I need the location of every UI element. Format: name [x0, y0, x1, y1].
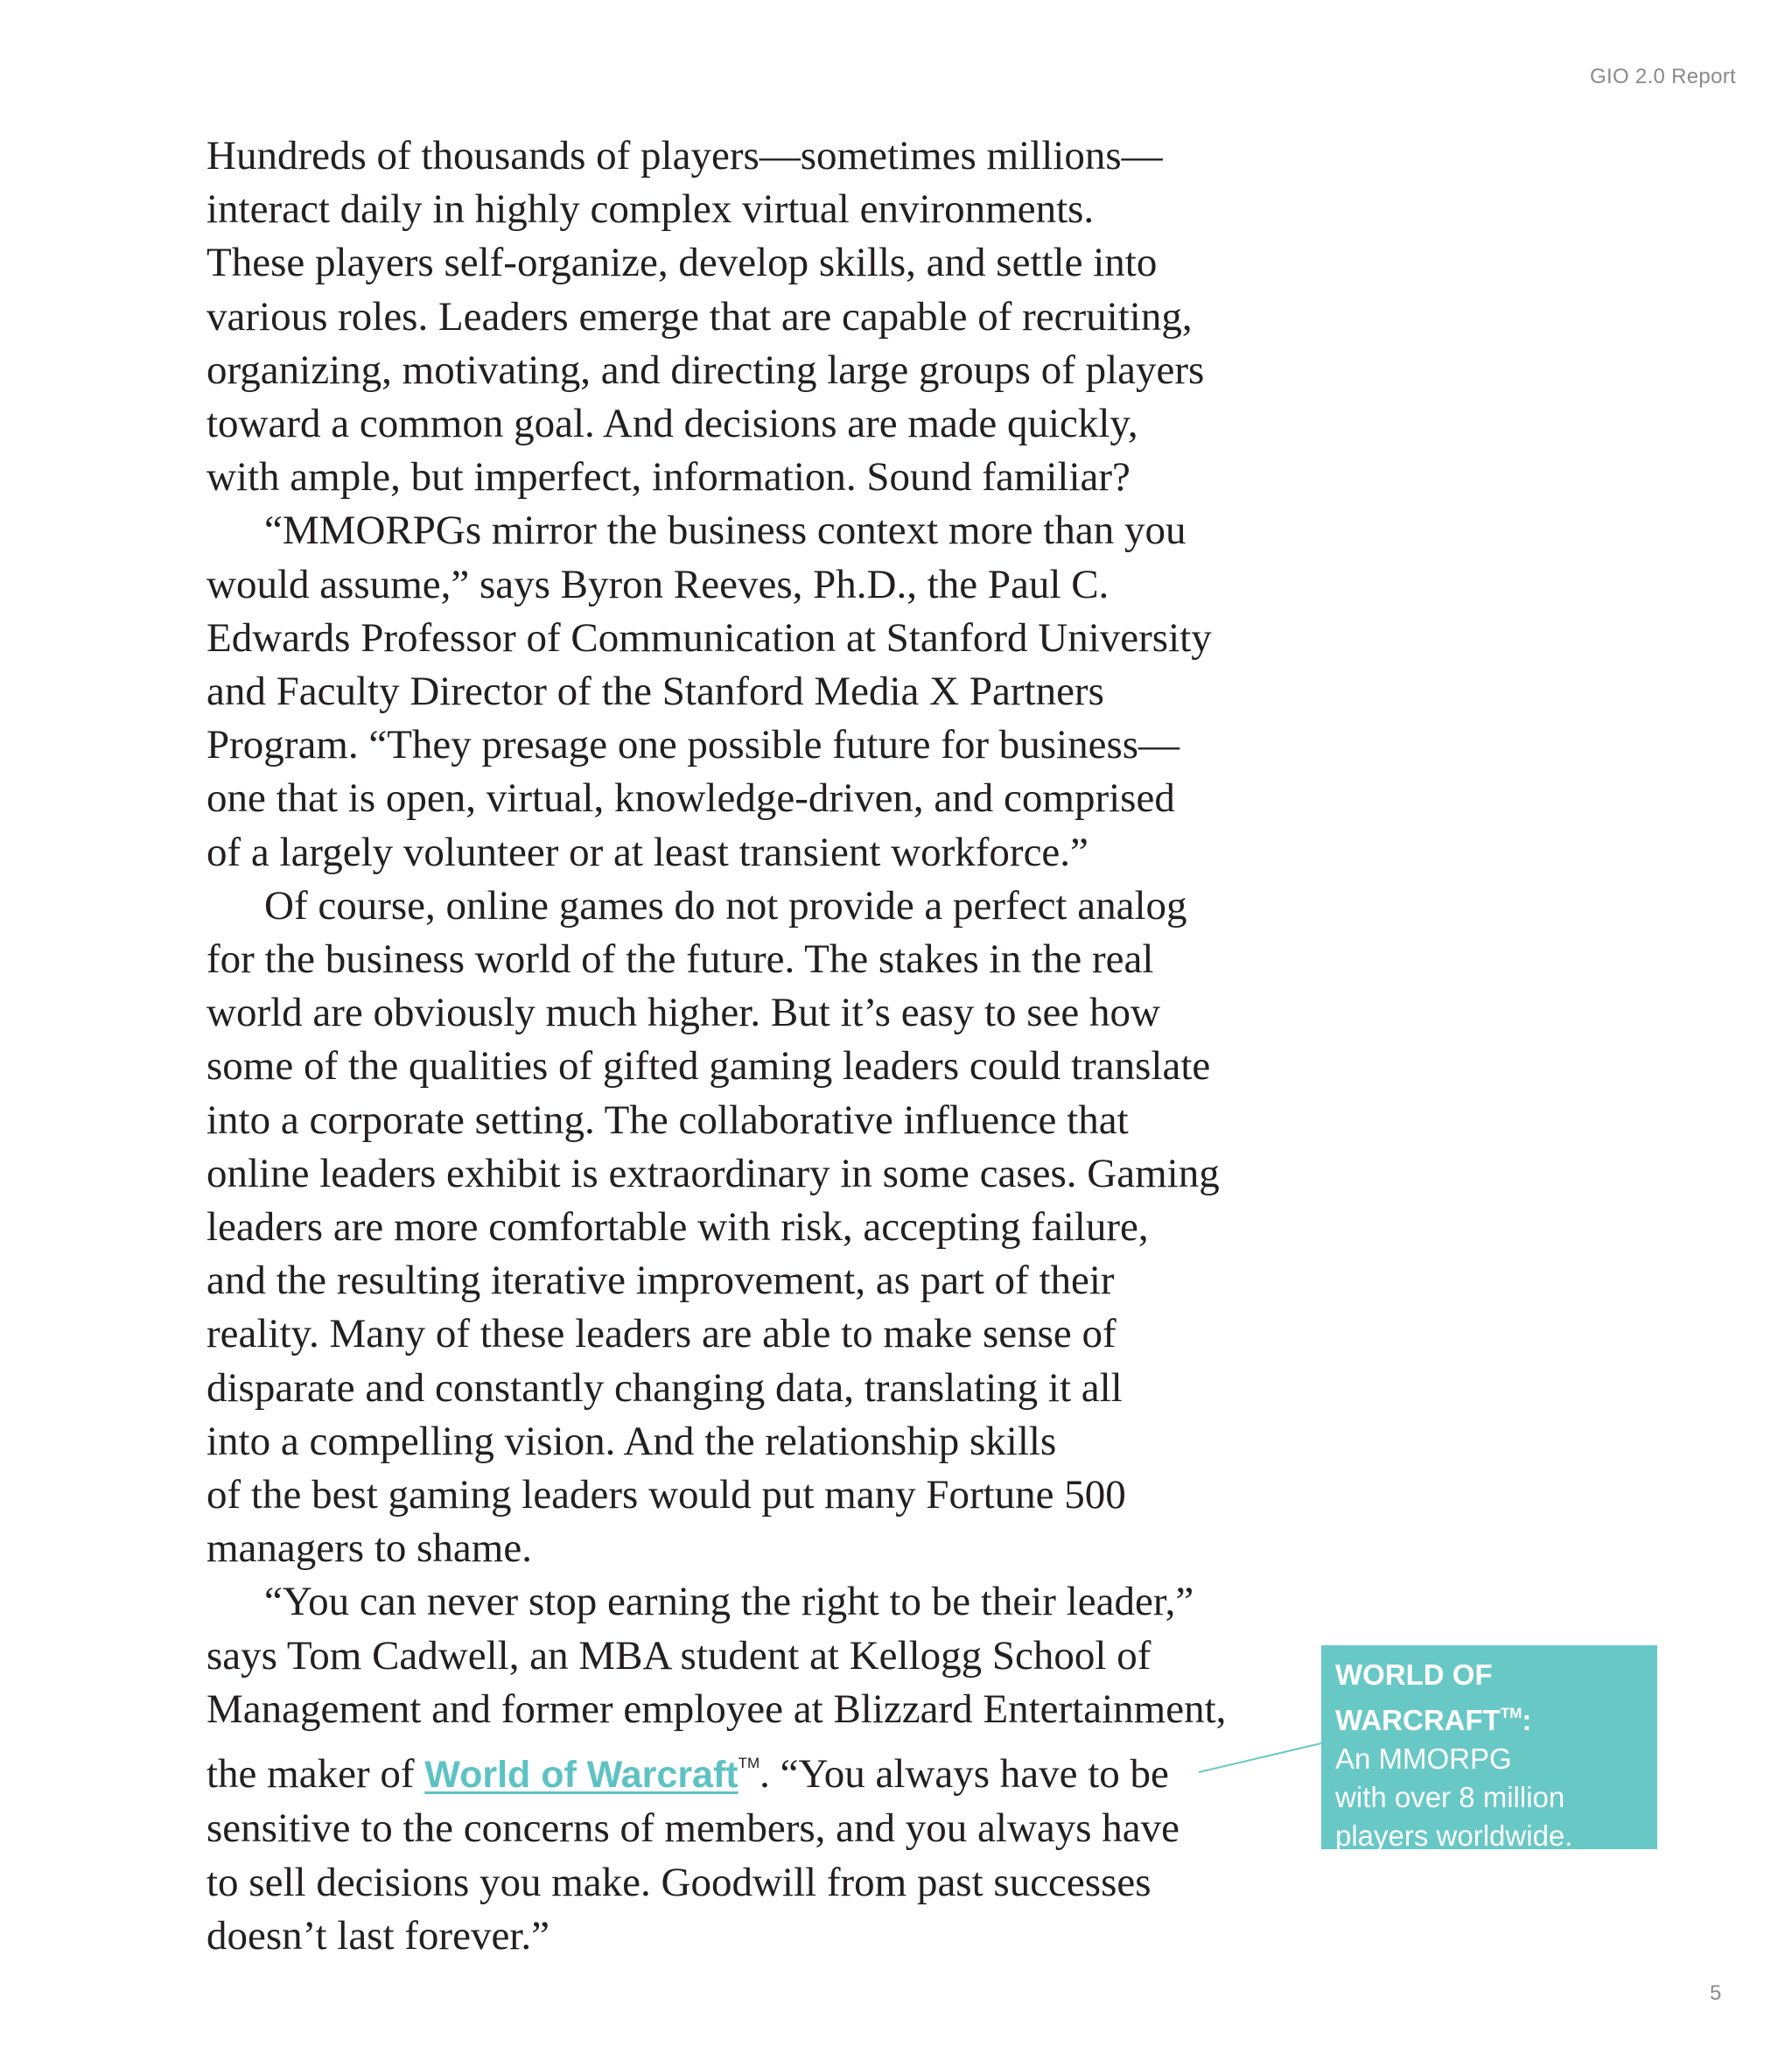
text-line: Hundreds of thousands of players—sometimes millions— [206, 133, 1163, 179]
text-line: some of the qualities of gifted gaming leaders could translate [206, 1043, 1211, 1090]
text-line: to sell decisions you make. Goodwill from past successes [206, 1859, 1152, 1905]
callout-desc-line-2: with over 8 million [1335, 1781, 1565, 1813]
world-of-warcraft-link[interactable]: World of Warcraft [424, 1754, 738, 1797]
callout-title-colon: : [1522, 1704, 1532, 1736]
callout-title-line-2 [1335, 1694, 1645, 1740]
text-line: “MMORPGs mirror the business context more than you [264, 508, 1186, 554]
text-line: leaders are more comfortable with risk, accepting failure, [206, 1204, 1149, 1251]
text-line: toward a common goal. And decisions are made quickly, [206, 401, 1138, 447]
link-line-prefix: the maker of [206, 1751, 425, 1798]
text-line: sensitive to the concerns of members, and you always have [206, 1805, 1180, 1852]
callout-box [1321, 1645, 1657, 1852]
callout-title-line-1: WORLD OF [1335, 1658, 1493, 1691]
text-line: and Faculty Director of the Stanford Media X Partners [206, 669, 1104, 715]
text-line: of a largely volunteer or at least transient workforce.” [206, 829, 1088, 875]
text-line: Program. “They presage one possible future for business— [206, 722, 1180, 768]
text-line: Edwards Professor of Communication at Stanford University [206, 614, 1212, 661]
link-text-line [206, 1736, 1309, 1802]
text-line: of the best gaming leaders would put many Fortune 500 [206, 1472, 1126, 1518]
text-line: one that is open, virtual, knowledge-driven, and comprised [206, 775, 1175, 822]
text-line: world are obviously much higher. But it’s easy to see how [206, 990, 1160, 1036]
article-body [206, 130, 1309, 1963]
text-line: Of course, online games do not provide a perfect analog [264, 882, 1187, 929]
text-line: organizing, motivating, and directing large groups of players [206, 347, 1205, 393]
text-line: for the business world of the future. The stakes in the real [206, 936, 1154, 983]
link-line-suffix: . “You always have to be [760, 1751, 1169, 1798]
text-line: and the resulting iterative improvement, as part of their [206, 1258, 1115, 1304]
text-line: managers to shame. [206, 1525, 532, 1572]
text-line: “You can never stop earning the right to be their leader,” [264, 1579, 1194, 1625]
page-number: 5 [1710, 1981, 1722, 2005]
text-line: Management and former employee at Blizzard Entertainment, [206, 1686, 1227, 1732]
callout-desc-line-1: An MMORPG [1335, 1742, 1512, 1775]
text-line: says Tom Cadwell, an MBA student at Kellogg School of [206, 1632, 1152, 1679]
callout-desc-line-3: players worldwide. [1335, 1819, 1573, 1852]
report-title: GIO 2.0 Report [1590, 65, 1736, 88]
text-line: doesn’t last forever.” [206, 1912, 550, 1959]
text-line: disparate and constantly changing data, translating it all [206, 1364, 1123, 1411]
text-line: various roles. Leaders emerge that are capable of recruiting, [206, 293, 1193, 340]
text-line: would assume,” says Byron Reeves, Ph.D., the Paul C. [206, 561, 1110, 607]
text-line: online leaders exhibit is extraordinary in some cases. Gaming [206, 1150, 1220, 1196]
text-line: interact daily in highly complex virtual environments. [206, 186, 1095, 233]
callout-trademark-mark: TM [1500, 1705, 1522, 1721]
text-line: These players self-organize, develop skills, and settle into [206, 240, 1158, 286]
trademark-mark: TM [738, 1755, 760, 1772]
text-line: reality. Many of these leaders are able to make sense of [206, 1311, 1116, 1357]
text-line: with ample, but imperfect, information. Sound familiar? [206, 454, 1130, 501]
callout-connector-line [1199, 1742, 1330, 1777]
text-line: into a corporate setting. The collaborative influence that [206, 1097, 1129, 1143]
callout-title-text: WARCRAFT [1335, 1704, 1501, 1736]
text-line: into a compelling vision. And the relationship skills [206, 1418, 1057, 1464]
